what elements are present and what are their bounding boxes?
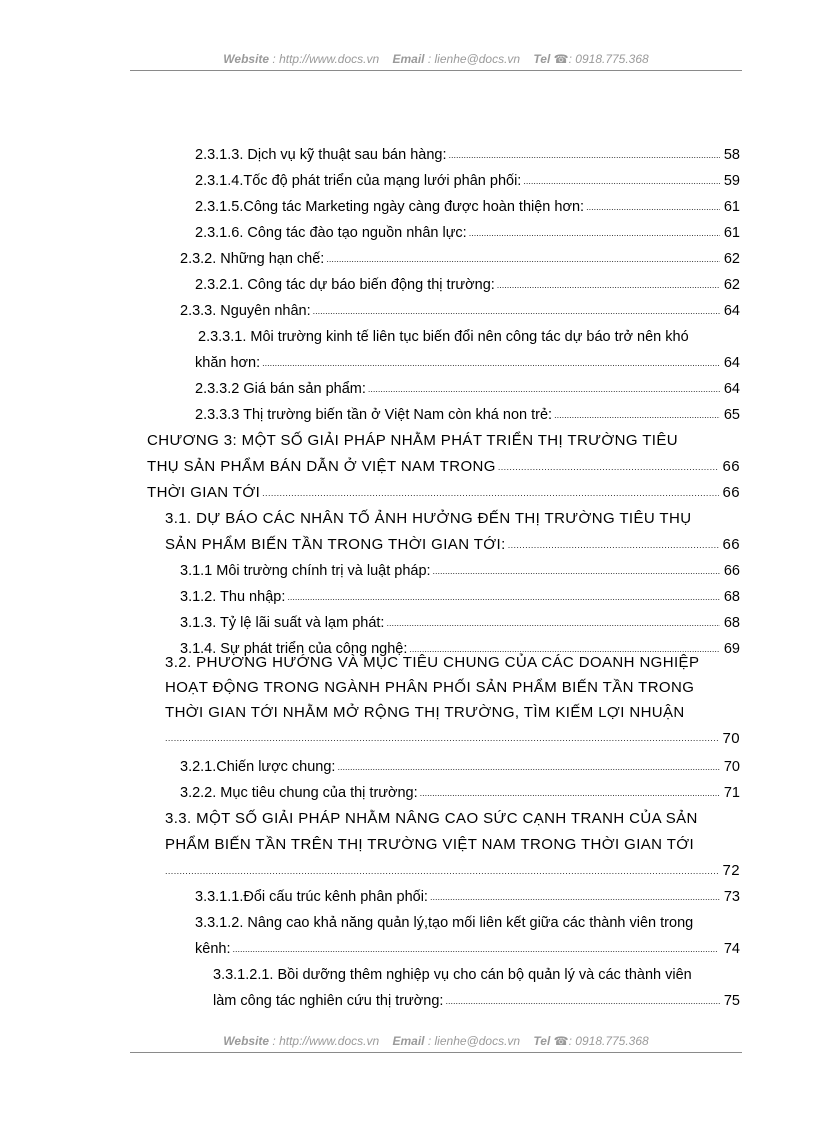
toc-entry-chapter[interactable] — [147, 480, 740, 506]
header-rule — [130, 70, 742, 71]
header-tel-label: Tel — [533, 52, 551, 66]
toc-entry[interactable] — [195, 168, 740, 194]
toc-entry-page: 59 — [723, 173, 740, 189]
leader-dots — [337, 760, 719, 774]
leader-dots — [523, 174, 720, 188]
page-header — [130, 52, 742, 66]
toc-entry-text: 2.3.3.3 Thị trường biến tần ở Việt Nam còn khá non trẻ: — [195, 407, 553, 423]
toc-entry[interactable] — [195, 884, 740, 910]
leader-dots — [420, 786, 720, 800]
toc-entry-text: SẢN PHẨM BIẾN TẦN TRONG THỜI GIAN TỚI: — [165, 536, 506, 553]
toc-entry[interactable] — [195, 324, 740, 376]
leader-dots — [262, 486, 718, 500]
phone-icon: ☎ — [553, 52, 569, 66]
toc-entry-text: 3.2.2. Mục tiêu chung của thị trường: — [180, 785, 418, 801]
toc-entry-section[interactable] — [165, 806, 740, 884]
footer-tel-value: : 0918.775.368 — [568, 1034, 649, 1048]
leader-dots — [498, 460, 719, 474]
toc-entry-page: 66 — [722, 484, 740, 501]
phone-icon: ☎ — [553, 1034, 569, 1048]
toc-entry-page: 66 — [723, 563, 740, 579]
toc-entry-section[interactable] — [165, 506, 740, 558]
header-email-value: : lienhe@docs.vn — [427, 52, 521, 66]
toc-entry[interactable] — [180, 558, 740, 584]
toc-entry-page: 66 — [722, 458, 740, 475]
toc-entry-text: 2.3.1.5.Công tác Marketing ngày càng được hoàn thiện hơn: — [195, 199, 585, 215]
leader-dots — [586, 200, 720, 214]
toc-entry[interactable] — [195, 194, 740, 220]
toc-entry-text: THỤ SẢN PHẨM BÁN DẪN Ở VIỆT NAM TRONG — [147, 458, 496, 475]
toc-entry-page: 61 — [723, 225, 740, 241]
toc-entry-text: làm công tác nghiên cứu thị trường: — [213, 993, 444, 1009]
toc-entry[interactable] — [195, 142, 740, 168]
toc-entry-line: CHƯƠNG 3: MỘT SỐ GIẢI PHÁP NHẰM PHÁT TRIỂN THỊ TRƯỜNG TIÊU — [147, 432, 679, 449]
footer-website-value: : http://www.docs.vn — [272, 1034, 380, 1048]
header-website-value: : http://www.docs.vn — [272, 52, 380, 66]
toc-entry-text: 3.1.2. Thu nhập: — [180, 589, 286, 605]
header-email-label: Email — [392, 52, 425, 66]
toc-entry-text: 3.2.1.Chiến lược chung: — [180, 759, 336, 775]
toc-entry-line: 3.1. DỰ BÁO CÁC NHÂN TỐ ẢNH HƯỞNG ĐẾN THỊ TRƯỜNG TIÊU THỤ — [165, 510, 692, 527]
toc-entry[interactable] — [180, 780, 740, 806]
page-footer — [130, 1034, 742, 1048]
toc-entry-page: 69 — [723, 641, 740, 657]
toc-entry-page: 66 — [722, 536, 740, 553]
toc-entry[interactable] — [195, 272, 740, 298]
toc-entry-page: 58 — [723, 147, 740, 163]
toc-entry-text: THỜI GIAN TỚI — [147, 484, 261, 501]
leader-dots — [554, 408, 720, 422]
toc-entry-page: 68 — [723, 589, 740, 605]
toc-entry-page: 71 — [723, 785, 740, 801]
toc-entry-text: 2.3.3. Nguyên nhân: — [180, 303, 311, 319]
leader-dots — [449, 148, 720, 162]
leader-dots — [368, 382, 720, 396]
footer-email-label: Email — [392, 1034, 425, 1048]
toc-entry[interactable] — [180, 610, 740, 636]
toc-entry-text: 2.3.2. Những hạn chế: — [180, 251, 325, 267]
toc-entry-text: 2.3.1.6. Công tác đào tạo nguồn nhân lực: — [195, 225, 467, 241]
leader-dots — [386, 616, 719, 630]
toc-entry-line: 3.2. PHƯƠNG HƯỚNG VÀ MỤC TIÊU CHUNG CỦA CÁC DOANH NGHIỆP — [165, 654, 700, 671]
toc-entry[interactable] — [195, 910, 740, 962]
toc-entry-line: THỜI GIAN TỚI NHẰM MỞ RỘNG THỊ TRƯỜNG, TÌM KIẾM LỢI NHUẬN — [165, 704, 685, 721]
leader-dots — [430, 890, 720, 904]
toc-entry-page: 62 — [723, 251, 740, 267]
toc-entry-line: 3.3. MỘT SỐ GIẢI PHÁP NHẰM NÂNG CAO SỨC CẠNH TRANH CỦA SẢN — [165, 810, 698, 827]
toc-entry-chapter[interactable] — [147, 428, 740, 480]
toc-entry-text: 2.3.3.2 Giá bán sản phẩm: — [195, 381, 366, 397]
toc-entry[interactable] — [195, 402, 740, 428]
leader-dots — [287, 590, 720, 604]
toc-entry-page: 74 — [723, 941, 740, 957]
toc-entry-line: HOẠT ĐỘNG TRONG NGÀNH PHÂN PHỐI SẢN PHẨM BIẾN TẦN TRONG — [165, 679, 695, 696]
toc-entry-page: 64 — [723, 303, 740, 319]
toc-entry-text: 3.3.1.1.Đổi cấu trúc kênh phân phối: — [195, 889, 428, 905]
toc-entry-page: 62 — [723, 277, 740, 293]
toc-entry[interactable] — [195, 220, 740, 246]
leader-dots — [326, 252, 720, 266]
header-website-label: Website — [223, 52, 270, 66]
toc-entry-page: 73 — [723, 889, 740, 905]
toc-entry-line: 3.3.1.2. Nâng cao khả năng quản lý,tạo mối liên kết giữa các thành viên trong — [195, 915, 694, 931]
footer-rule — [130, 1052, 742, 1053]
toc-entry-line: PHẨM BIẾN TẦN TRÊN THỊ TRƯỜNG VIỆT NAM TRONG THỜI GIAN TỚI — [165, 836, 695, 853]
toc-entry-page: 61 — [723, 199, 740, 215]
toc-entry-text: 2.3.2.1. Công tác dự báo biến động thị trường: — [195, 277, 495, 293]
toc-entry-page: 70 — [722, 730, 740, 747]
leader-dots — [262, 356, 719, 370]
header-tel-value: : 0918.775.368 — [568, 52, 649, 66]
toc-entry-page: 65 — [723, 407, 740, 423]
leader-dots — [232, 942, 717, 956]
toc-entry-text: 2.3.1.3. Dịch vụ kỹ thuật sau bán hàng: — [195, 147, 447, 163]
leader-dots — [433, 564, 720, 578]
toc-entry[interactable] — [180, 754, 740, 780]
toc-entry[interactable] — [180, 298, 740, 324]
toc-entry-line: 2.3.3.1. Môi trường kinh tế liên tục biến đổi nên công tác dự báo trở nên khó — [198, 329, 689, 345]
toc-entry-page: 64 — [723, 381, 740, 397]
leader-dots — [469, 226, 720, 240]
footer-website-label: Website — [223, 1034, 270, 1048]
toc-entry-text: 3.1.1 Môi trường chính trị và luật pháp: — [180, 563, 431, 579]
toc-entry-page: 68 — [723, 615, 740, 631]
footer-tel-label: Tel — [533, 1034, 551, 1048]
footer-email-value: : lienhe@docs.vn — [427, 1034, 521, 1048]
toc-entry-text: 2.3.1.4.Tốc độ phát triển của mạng lưới phân phối: — [195, 173, 522, 189]
toc-entry-page: 64 — [723, 355, 740, 371]
toc-entry-text: kênh: — [195, 941, 231, 957]
toc-entry-text: khăn hơn: — [195, 355, 261, 371]
leader-dots — [508, 538, 719, 552]
leader-dots — [165, 864, 718, 878]
toc-entry-section[interactable] — [165, 650, 740, 751]
leader-dots — [497, 278, 720, 292]
toc-entry-text: 3.1.4. Sự phát triển của công nghệ: — [180, 641, 408, 657]
leader-dots — [313, 304, 720, 318]
toc-entry-line: 3.3.1.2.1. Bồi dưỡng thêm nghiệp vụ cho cán bộ quản lý và các thành viên — [213, 967, 692, 983]
toc-entry-page: 75 — [723, 993, 740, 1009]
toc-entry[interactable] — [180, 246, 740, 272]
toc-entry[interactable] — [213, 962, 740, 1014]
leader-dots — [445, 994, 719, 1008]
toc-entry[interactable] — [180, 584, 740, 610]
toc-entry-page: 70 — [723, 759, 740, 775]
toc-entry[interactable] — [195, 376, 740, 402]
leader-dots — [165, 731, 718, 745]
toc-entry-page: 72 — [722, 862, 740, 879]
toc-entry-text: 3.1.3. Tỷ lệ lãi suất và lạm phát: — [180, 615, 385, 631]
